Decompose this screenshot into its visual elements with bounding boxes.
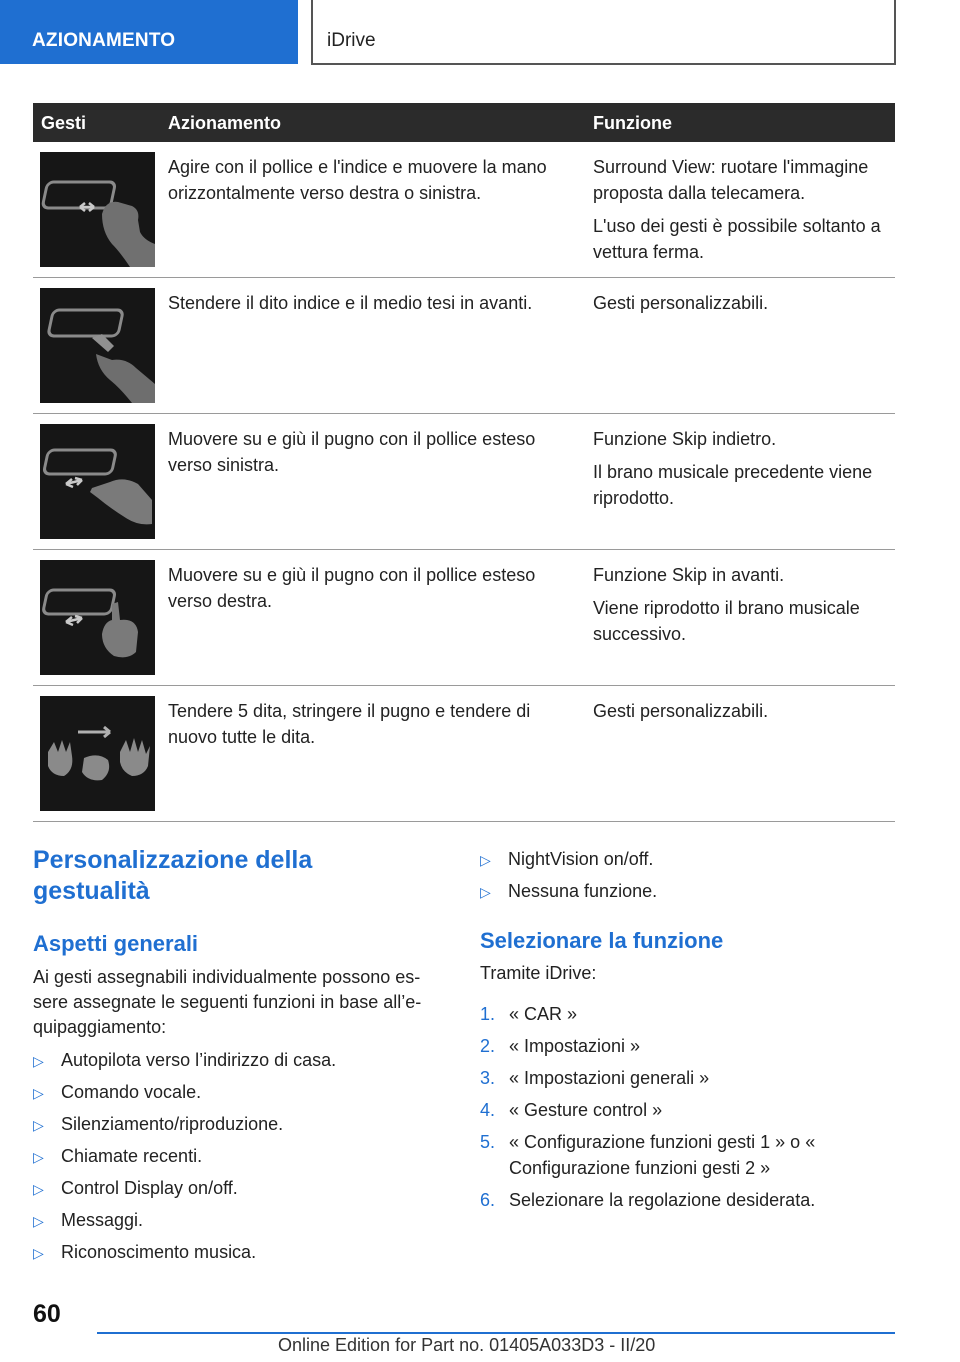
funzione-line: Surround View: ruotare l'immagine proposta dalla telecamera. (593, 157, 869, 203)
subsection-heading-select: Selezionare la funzione (480, 928, 724, 953)
step-item: 2. « Impostazioni » (480, 1036, 641, 1056)
funzione-text (593, 290, 893, 316)
step-item: 3. « Impostazioni generali » (480, 1068, 710, 1088)
azionamento-text: Muovere su e giù il pugno con il pollice esteso verso sinistra. (168, 429, 536, 475)
step-item: 4. « Gesture control » (480, 1100, 663, 1120)
azionamento-text: Muovere su e giù il pugno con il pollice esteso verso destra. (168, 565, 536, 611)
funzione-text (593, 154, 893, 265)
table-row (33, 550, 895, 686)
column-header-funzione: Funzione (593, 113, 672, 133)
section-title: Personalizzazione della gestualità (33, 846, 313, 905)
column-header-azionamento: Azionamento (168, 113, 282, 133)
bullet-triangle-icon: ▷ (480, 884, 491, 900)
table-header (33, 103, 895, 142)
intro-paragraph: Ai gesti assegnabili individualmente possono essere assegnate le seguenti funzioni in base all’equipaggiamento: (33, 967, 422, 1037)
azionamento-text: Tendere 5 dita, stringere il pugno e tendere di nuovo tutte le dita. (168, 701, 531, 747)
bullet-triangle-icon: ▷ (480, 852, 491, 868)
funzione-text (593, 426, 893, 511)
list-item: ▷ Messaggi. (33, 1207, 443, 1239)
footer-divider (97, 1332, 895, 1334)
footer-edition: Online Edition for Part no. 01405A033D3 - II/20 (278, 1335, 656, 1355)
via-text: Tramite iDrive: (480, 963, 597, 983)
bullet-triangle-icon: ▷ (33, 1213, 44, 1229)
gestures-table (33, 103, 895, 822)
bullet-triangle-icon: ▷ (33, 1149, 44, 1165)
table-row (33, 278, 895, 414)
function-list-continued (480, 846, 900, 910)
funzione-line: Gesti personalizzabili. (593, 293, 769, 313)
step-item: 1. « CAR » (480, 1004, 578, 1024)
list-item: ▷ Riconoscimento musica. (33, 1239, 443, 1271)
funzione-line: Gesti personalizzabili. (593, 701, 769, 721)
step-item: 6. Selezionare la regolazione desiderata. (480, 1190, 816, 1210)
gesture-thumb-right-icon (40, 560, 155, 675)
steps-list (480, 1001, 900, 1219)
gesture-rotate-icon (40, 152, 155, 267)
funzione-text (593, 698, 893, 724)
list-item: ▷ Control Display on/off. (33, 1175, 443, 1207)
column-header-gesti: Gesti (41, 113, 87, 133)
azionamento-text: Stendere il dito indice e il medio tesi in avanti. (168, 293, 533, 313)
function-list (33, 1047, 443, 1271)
gesture-two-fingers-icon (40, 288, 155, 403)
bullet-triangle-icon: ▷ (33, 1085, 44, 1101)
bullet-triangle-icon: ▷ (33, 1181, 44, 1197)
azionamento-text: Agire con il pollice e l'indice e muovere la mano orizzontalmente verso destra o sinistra. (168, 157, 547, 203)
subsection-heading-general: Aspetti generali (33, 931, 199, 956)
funzione-line: Viene riprodotto il brano musicale successivo. (593, 598, 860, 644)
list-item: ▷ Autopilota verso l’indirizzo di casa. (33, 1047, 443, 1079)
funzione-line: Il brano musicale precedente viene riprodotto. (593, 462, 873, 508)
topic-tab: iDrive (311, 0, 896, 65)
section-tab: AZIONAMENTO (0, 0, 298, 64)
page-number: 60 (33, 1300, 61, 1328)
gesture-fist-open-icon (40, 696, 155, 811)
list-item: ▷ Nessuna funzione. (480, 878, 900, 910)
table-row (33, 142, 895, 278)
list-item: ▷ Chiamate recenti. (33, 1143, 443, 1175)
gesture-thumb-left-icon (40, 424, 155, 539)
list-item: ▷ Silenziamento/riproduzione. (33, 1111, 443, 1143)
bullet-triangle-icon: ▷ (33, 1053, 44, 1069)
funzione-line: Funzione Skip in avanti. (593, 565, 785, 585)
list-item: ▷ NightVision on/off. (480, 846, 900, 878)
bullet-triangle-icon: ▷ (33, 1117, 44, 1133)
funzione-text (593, 562, 893, 647)
bullet-triangle-icon: ▷ (33, 1245, 44, 1261)
table-row (33, 414, 895, 550)
list-item: ▷ Comando vocale. (33, 1079, 443, 1111)
table-row (33, 686, 895, 822)
funzione-line: L'uso dei gesti è possibile soltanto a vettura ferma. (593, 216, 881, 262)
funzione-line: Funzione Skip indietro. (593, 429, 777, 449)
step-item: 5. « Configurazione funzioni gesti 1 » o « Configurazione funzioni gesti 2 » (480, 1132, 816, 1178)
